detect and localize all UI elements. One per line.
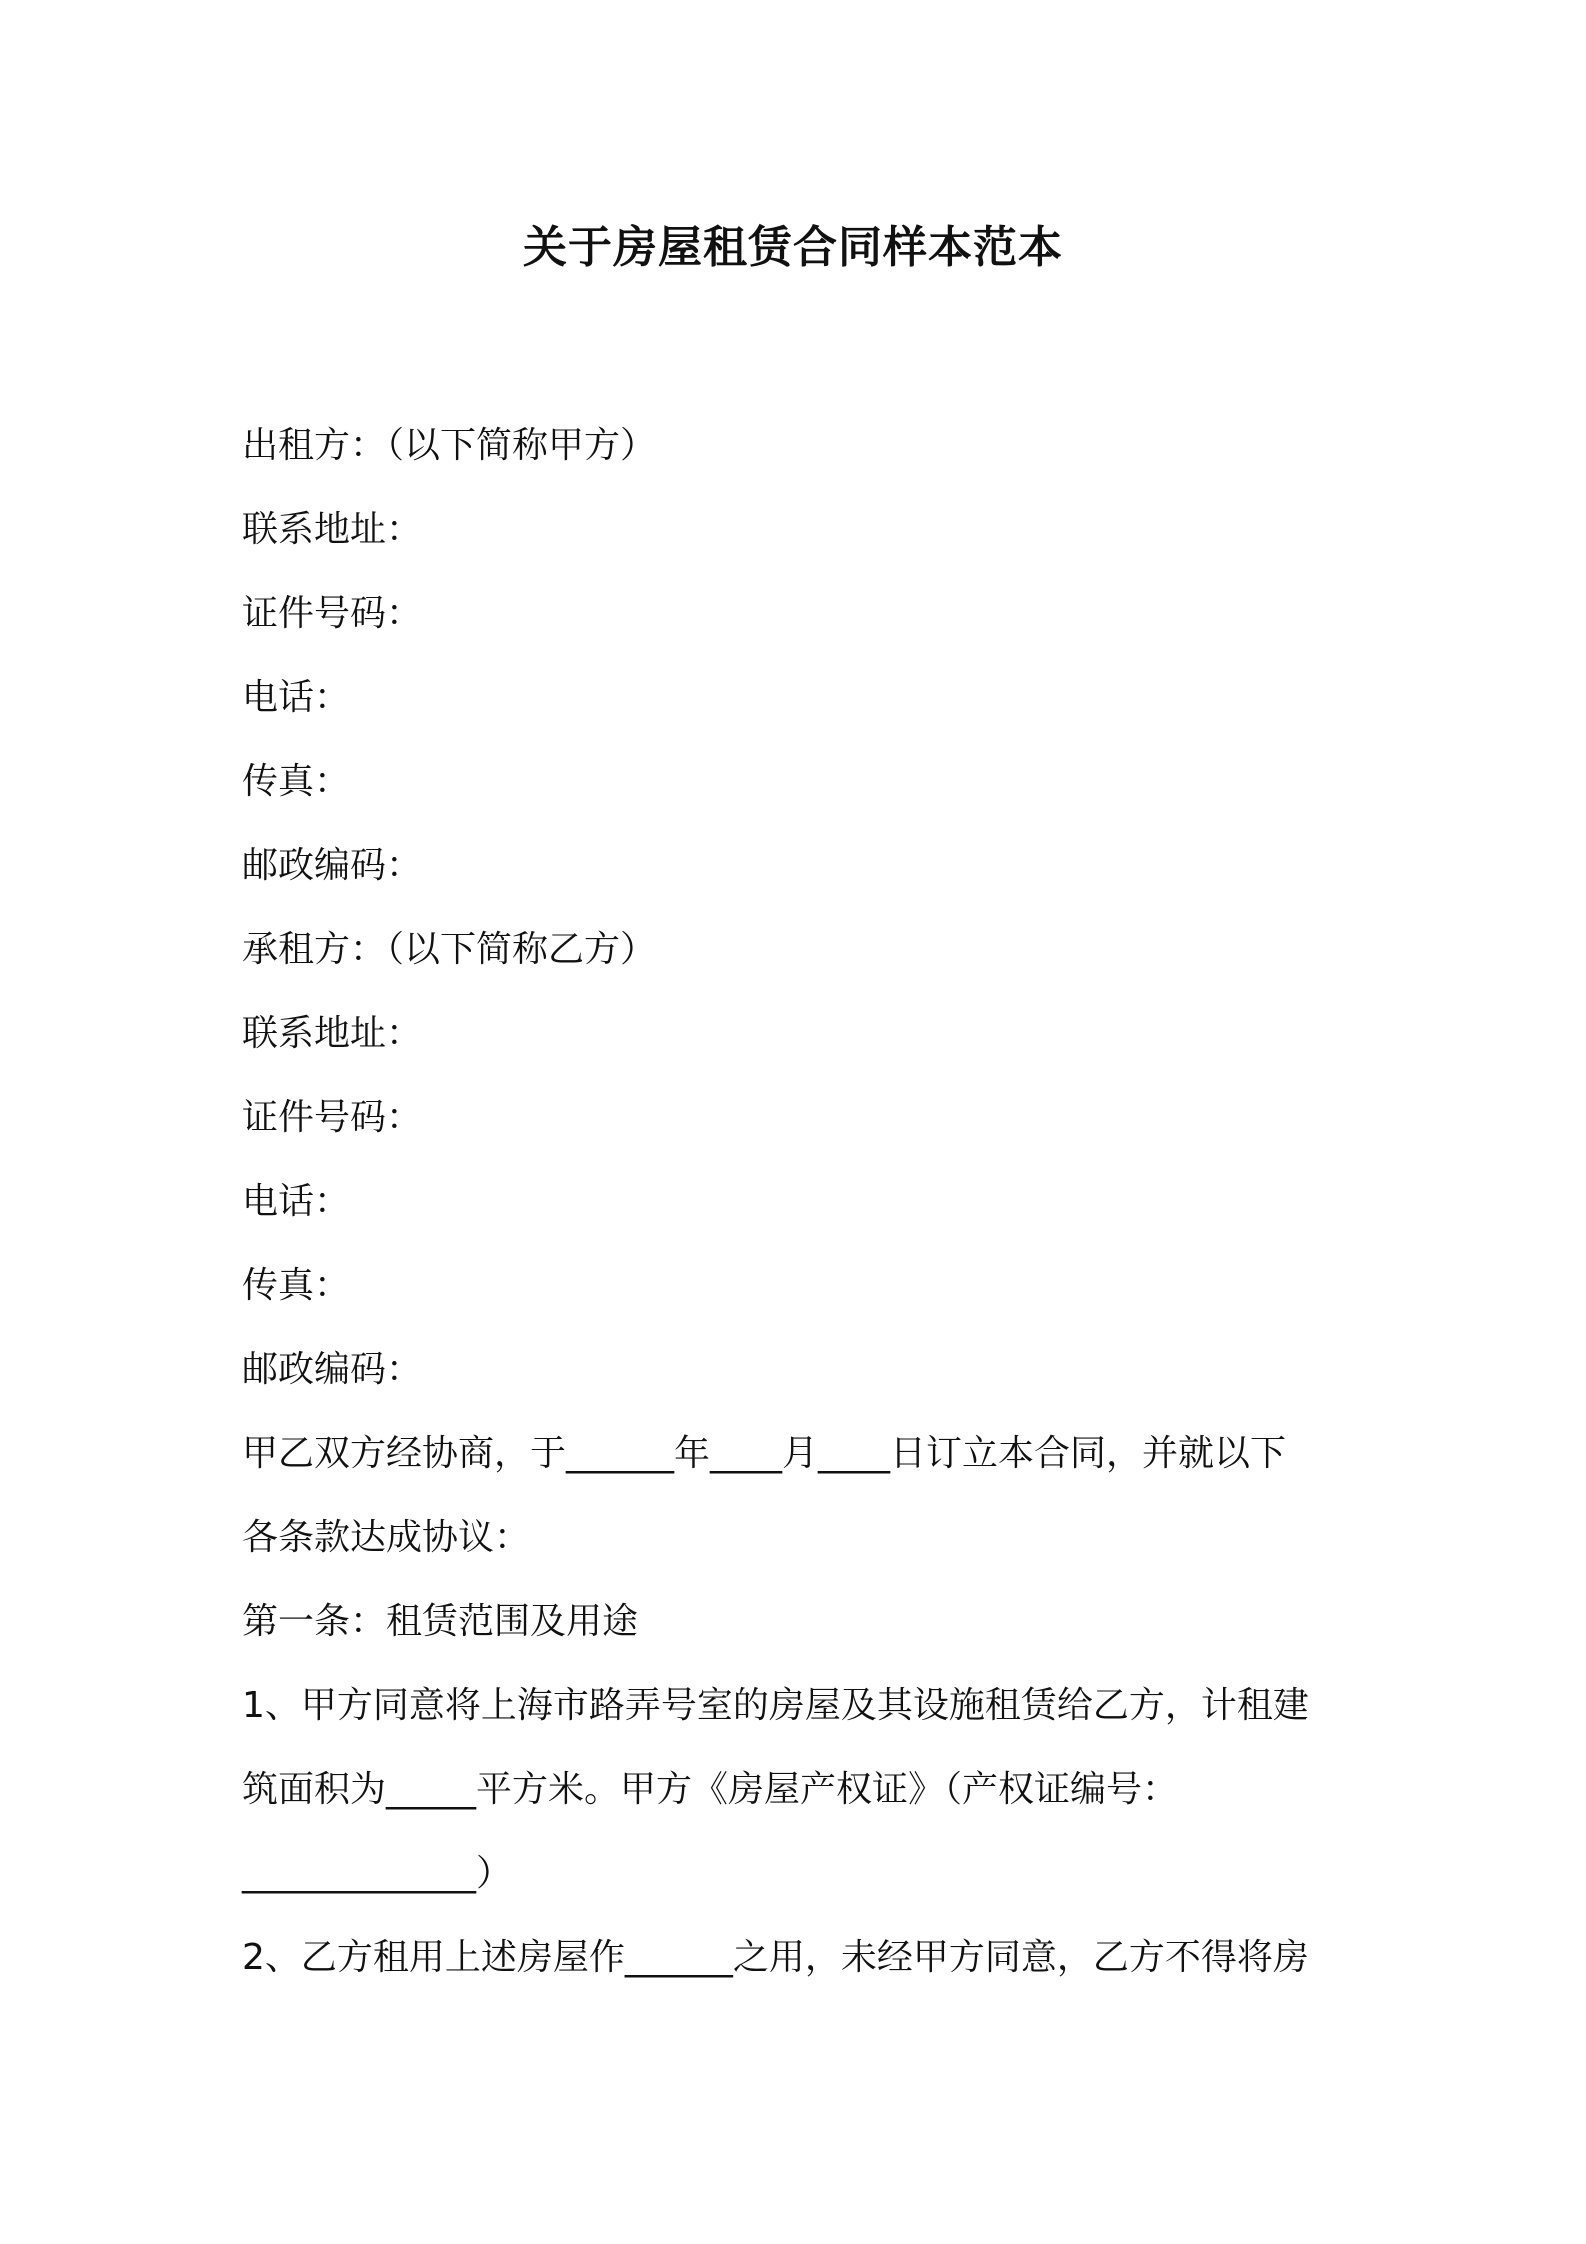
- article-one-heading: 第一条：租赁范围及用途: [242, 1601, 639, 1642]
- lessee-id-label: 证件号码：: [242, 1097, 423, 1138]
- document-title: 关于房屋租赁合同样本范本: [523, 222, 1063, 273]
- lessee-postcode-label: 邮政编码：: [242, 1349, 423, 1390]
- lessor-heading: 出租方：（以下简称甲方）: [242, 425, 657, 466]
- lessee-heading: 承租方：（以下简称乙方）: [242, 929, 657, 970]
- clause-2-line-1: 2、乙方租用上述房屋作______之用，未经甲方同意，乙方不得将房: [242, 1937, 1309, 1978]
- lessor-address-label: 联系地址：: [242, 509, 423, 550]
- lessor-phone-label: 电话：: [242, 677, 351, 718]
- lessor-postcode-label: 邮政编码：: [242, 845, 423, 886]
- clause-1-line-1: 1、甲方同意将上海市路弄号室的房屋及其设施租赁给乙方，计租建: [242, 1685, 1309, 1726]
- lessee-fax-label: 传真：: [242, 1265, 351, 1306]
- lessee-phone-label: 电话：: [242, 1181, 351, 1222]
- lessor-id-label: 证件号码：: [242, 593, 423, 634]
- lessor-fax-label: 传真：: [242, 761, 351, 802]
- agreement-intro-line-1: 甲乙双方经协商，于______年____月____日订立本合同，并就以下: [242, 1433, 1287, 1474]
- clause-1-line-2: 筑面积为_____平方米。甲方《房屋产权证》（产权证编号：: [242, 1769, 1179, 1810]
- agreement-intro-line-2: 各条款达成协议：: [242, 1517, 531, 1558]
- contract-body: [242, 404, 1362, 2000]
- lessee-address-label: 联系地址：: [242, 1013, 423, 1054]
- clause-1-line-3: _____________）: [242, 1853, 512, 1894]
